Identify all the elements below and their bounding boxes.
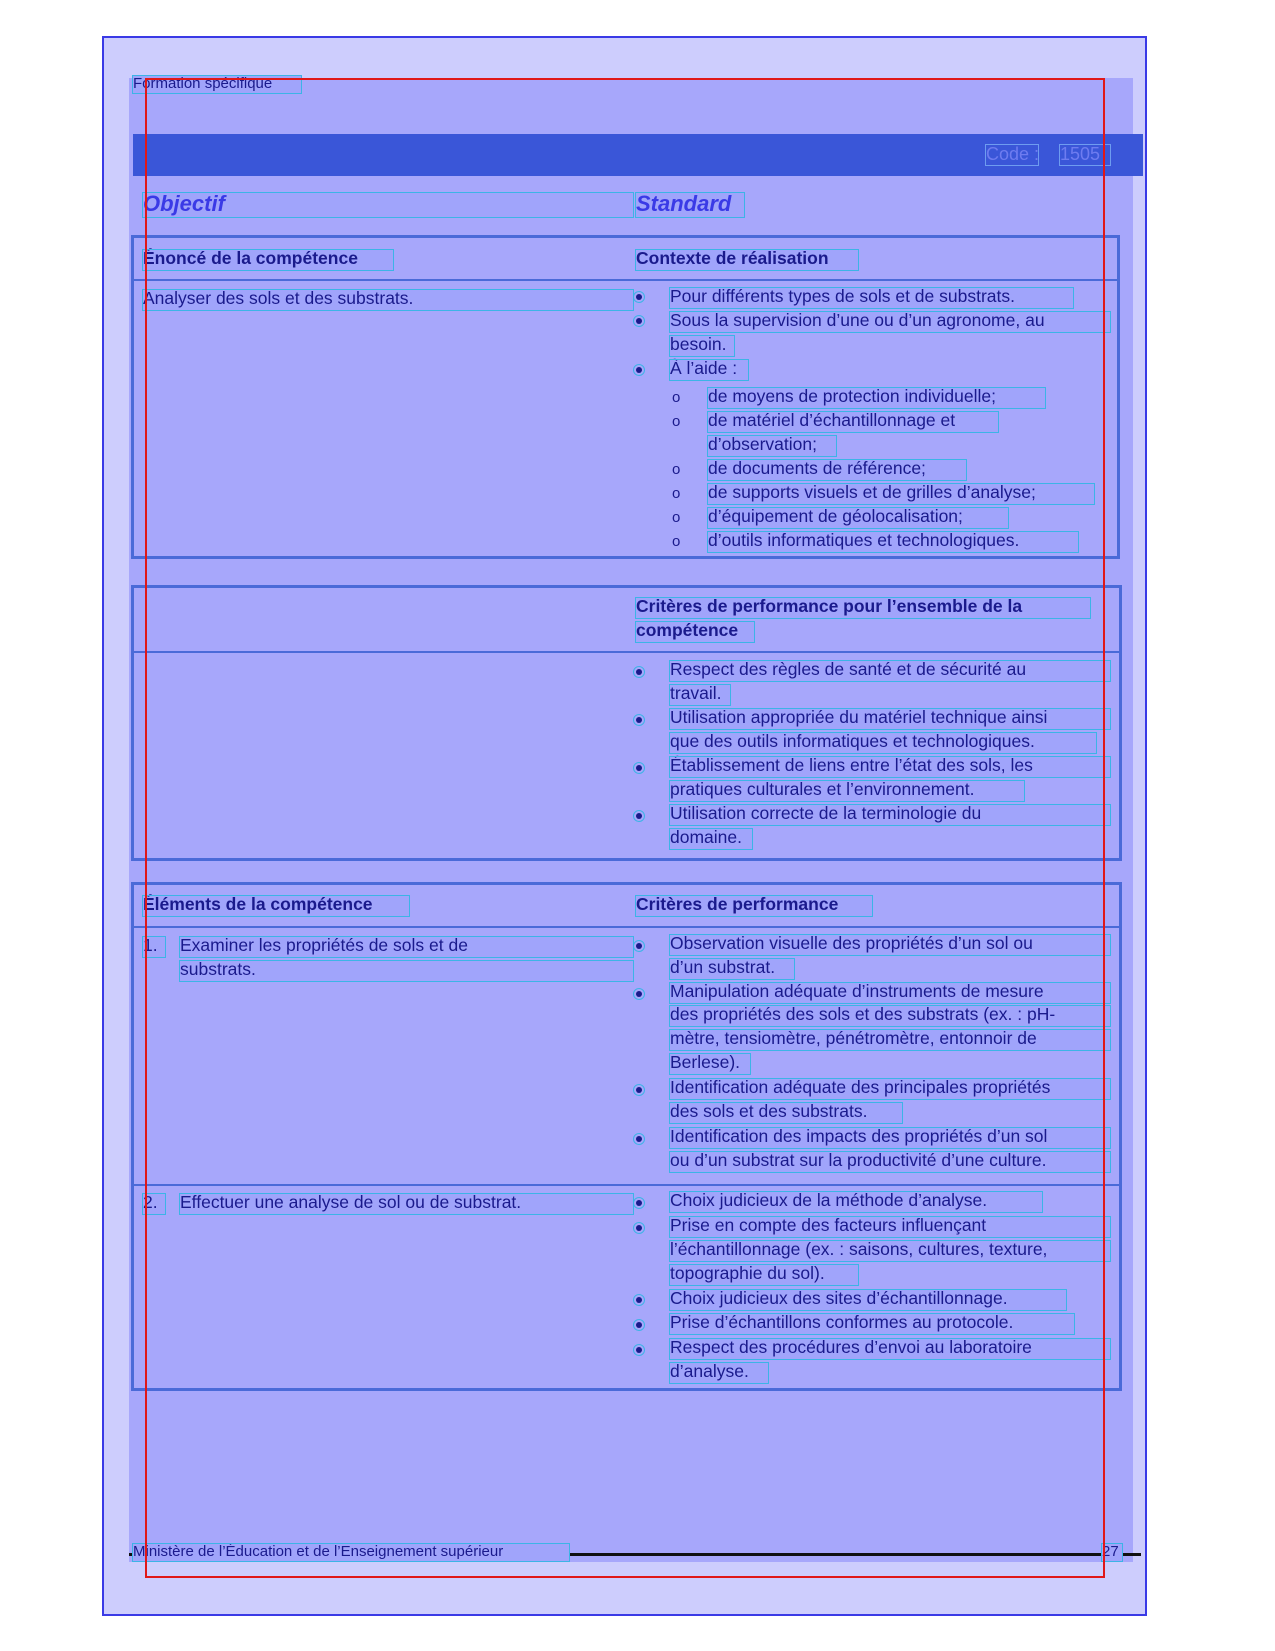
context-line: À l’aide : xyxy=(670,360,748,380)
criterion-line: Identification adéquate des principales propriétés xyxy=(670,1079,1110,1099)
criterion-line: des sols et des substrats. xyxy=(670,1103,902,1123)
criterion-line: domaine. xyxy=(670,829,752,849)
code-value: 1505 xyxy=(1060,145,1110,165)
element-text: Effectuer une analyse de sol ou de substrat. xyxy=(180,1194,633,1214)
context-sub-line: d’outils informatiques et technologiques. xyxy=(708,532,1078,552)
criterion-line: Choix judicieux de la méthode d’analyse. xyxy=(670,1192,1042,1212)
criterion-line: Choix judicieux des sites d’échantillonnage. xyxy=(670,1290,1066,1310)
criterion-line: Prise en compte des facteurs influençant xyxy=(670,1217,1110,1237)
bullet-icon xyxy=(636,1347,642,1353)
criterion-line: Utilisation appropriée du matériel technique ainsi xyxy=(670,709,1110,729)
program-label: Formation spécifique xyxy=(133,76,301,93)
criterion-line: mètre, tensiomètre, pénétromètre, entonnoir de xyxy=(670,1030,1110,1050)
criterion-line: Berlese). xyxy=(670,1054,750,1074)
criterion-line: pratiques culturales et l’environnement. xyxy=(670,781,1024,801)
criterion-line: Respect des procédures d’envoi au laboratoire xyxy=(670,1339,1110,1359)
context-sub-line: de supports visuels et de grilles d’analyse; xyxy=(708,484,1094,504)
sub-bullet-icon: o xyxy=(672,485,681,502)
sub-bullet-icon: o xyxy=(672,509,681,526)
criterion-line: Manipulation adéquate d’instruments de mesure xyxy=(670,983,1110,1003)
criterion-line: Observation visuelle des propriétés d’un sol ou xyxy=(670,935,1110,955)
context-line: Sous la supervision d’une ou d’un agronome, au xyxy=(670,312,1110,332)
bullet-icon xyxy=(636,717,642,723)
sub-bullet-icon: o xyxy=(672,413,681,430)
bullet-icon xyxy=(636,669,642,675)
bullet-icon xyxy=(636,813,642,819)
page-number: 27 xyxy=(1102,1544,1122,1561)
criterion-line: d’analyse. xyxy=(670,1363,768,1383)
context-line: Pour différents types de sols et de substrats. xyxy=(670,288,1073,308)
bullet-icon xyxy=(636,1136,642,1142)
enonce-heading: Énoncé de la compétence xyxy=(143,250,393,270)
standard-title: Standard xyxy=(636,193,744,217)
bullet-icon xyxy=(636,318,642,324)
bullet-icon xyxy=(636,1200,642,1206)
criterion-line: Identification des impacts des propriétés d’un sol xyxy=(670,1128,1110,1148)
element-text: Examiner les propriétés de sols et de xyxy=(180,937,633,957)
sub-bullet-icon: o xyxy=(672,461,681,478)
criterion-line: travail. xyxy=(670,685,730,705)
criterion-line: des propriétés des sols et des substrats (ex. : pH- xyxy=(670,1006,1110,1026)
section-divider xyxy=(133,651,1120,653)
criterion-line: l’échantillonnage (ex. : saisons, cultures, texture, xyxy=(670,1241,1110,1261)
criterion-line: ou d’un substrat sur la productivité d’une culture. xyxy=(670,1152,1110,1172)
sub-bullet-icon: o xyxy=(672,389,681,406)
criterion-line: d’un substrat. xyxy=(670,959,794,979)
code-label: Code : xyxy=(986,144,1040,164)
objectif-title: Objectif xyxy=(143,193,633,217)
global-criteria-heading: compétence xyxy=(636,622,754,642)
element-number: 1. xyxy=(143,937,165,957)
competence-statement: Analyser des sols et des substrats. xyxy=(143,290,633,310)
bullet-icon xyxy=(636,294,642,300)
criterion-line: topographie du sol). xyxy=(670,1265,858,1285)
criterion-line: Établissement de liens entre l’état des sols, les xyxy=(670,757,1110,777)
bullet-icon xyxy=(636,991,642,997)
context-sub-line: d’équipement de géolocalisation; xyxy=(708,508,1008,528)
section-divider xyxy=(133,1184,1120,1186)
bullet-icon xyxy=(636,1322,642,1328)
criterion-line: Prise d’échantillons conformes au protocole. xyxy=(670,1314,1074,1334)
sub-bullet-icon: o xyxy=(672,533,681,550)
bullet-icon xyxy=(636,765,642,771)
bullet-icon xyxy=(636,367,642,373)
element-number: 2. xyxy=(143,1194,165,1214)
context-sub-line: de documents de référence; xyxy=(708,460,966,480)
bullet-icon xyxy=(636,1087,642,1093)
bullet-icon xyxy=(636,943,642,949)
element-text: substrats. xyxy=(180,961,633,981)
context-sub-line: de moyens de protection individuelle; xyxy=(708,388,1045,408)
global-criteria-heading: Critères de performance pour l’ensemble de la xyxy=(636,598,1090,618)
criterion-line: Respect des règles de santé et de sécurité au xyxy=(670,661,1110,681)
contexte-heading: Contexte de réalisation xyxy=(636,250,858,270)
bullet-icon xyxy=(636,1297,642,1303)
section-divider xyxy=(133,279,1118,281)
context-line: besoin. xyxy=(670,336,734,356)
criterion-line: que des outils informatiques et technologiques. xyxy=(670,733,1096,753)
footer-ministry: Ministère de l’Éducation et de l’Enseignement supérieur xyxy=(133,1544,569,1561)
context-sub-line: d’observation; xyxy=(708,436,836,456)
criterion-line: Utilisation correcte de la terminologie du xyxy=(670,805,1110,825)
elements-heading: Éléments de la compétence xyxy=(143,896,409,916)
context-sub-line: de matériel d’échantillonnage et xyxy=(708,412,998,432)
bullet-icon xyxy=(636,1225,642,1231)
section-divider xyxy=(133,926,1120,928)
criteria-heading: Critères de performance xyxy=(636,896,872,916)
